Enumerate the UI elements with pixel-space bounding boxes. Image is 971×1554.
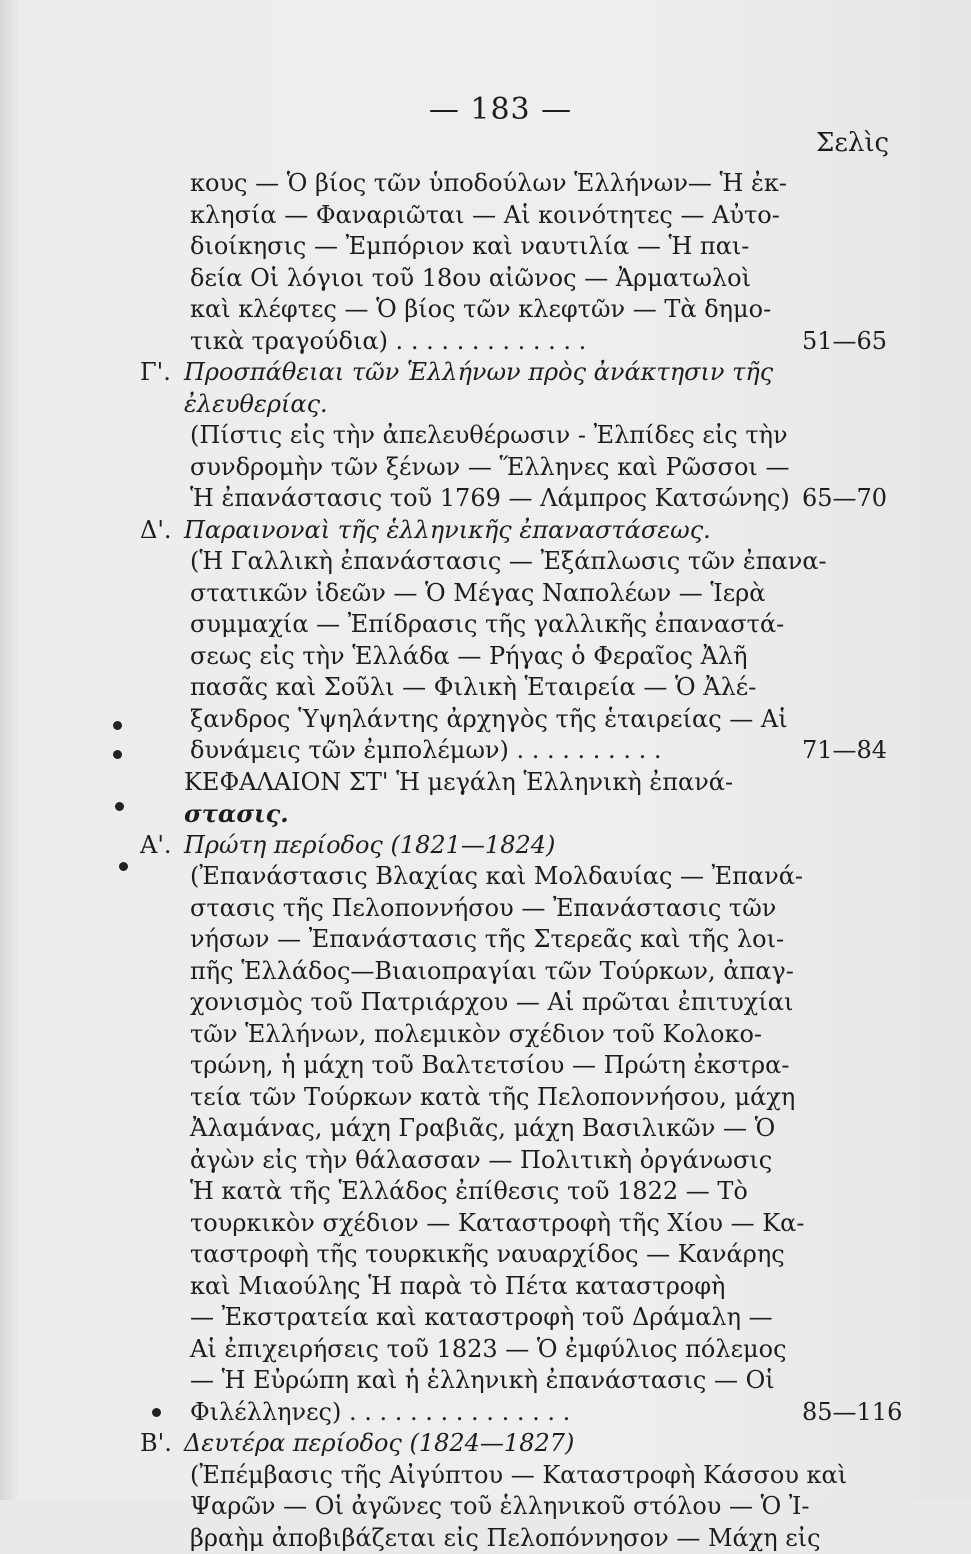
toc-text: σεως εἰς τὴν Ἑλλάδα — Ρήγας ὁ Φεραῖος Ἀλῆ: [190, 642, 747, 670]
toc-line: [140, 1239, 900, 1271]
toc-line: [140, 452, 900, 484]
toc-text: βραὴμ ἀποβιβάζεται εἰς Πελοπόννησον — Μάχη εἰς: [190, 1524, 821, 1552]
toc-line: [140, 294, 900, 326]
toc-line: [140, 1428, 900, 1460]
margin-mark: [113, 721, 122, 730]
toc-line: [140, 326, 900, 358]
toc-text: Αἱ ἐπιχειρήσεις τοῦ 1823 — Ὁ ἐμφύλιος πόλεμος: [190, 1335, 787, 1363]
toc-line: [140, 1523, 900, 1554]
toc-text: δεία Οἱ λόγιοι τοῦ 18ου αἰῶνος — Ἀρματωλοὶ: [190, 264, 751, 292]
toc-text: νήσων — Ἐπανάστασις τῆς Στερεᾶς καὶ τῆς λοι-: [190, 925, 784, 953]
toc-line: [140, 735, 900, 767]
toc-line: [140, 1397, 900, 1429]
toc-line: [140, 704, 900, 736]
toc-line: [140, 515, 900, 547]
margin-mark: [113, 750, 122, 759]
toc-line: [140, 168, 900, 200]
toc-text: ξανδρος Ὑψηλάντης ἀρχηγὸς τῆς ἑταιρείας — Αἱ: [190, 705, 788, 733]
toc-text: τικὰ τραγούδια) . . . . . . . . . . . . .: [190, 327, 586, 355]
toc-text: τρώνη, ἡ μάχη τοῦ Βαλτετσίου — Πρώτη ἐκστρα-: [190, 1051, 789, 1079]
page-range: 71—84: [802, 735, 887, 767]
page-range: 65—70: [802, 483, 887, 515]
toc-line: [140, 1460, 900, 1492]
toc-line: [140, 1491, 900, 1523]
toc-line: [140, 483, 900, 515]
section-label: Γ'.: [140, 357, 184, 389]
toc-line: [140, 200, 900, 232]
toc-text: (Πίστις εἰς τὴν ἀπελευθέρωσιν - Ἐλπίδες εἰς τὴν: [190, 421, 788, 449]
toc-line: [140, 830, 900, 862]
toc-text: (Ἐπανάστασις Βλαχίας καὶ Μολδαυίας — Ἐπανά-: [190, 862, 803, 890]
toc-line: [140, 924, 900, 956]
toc-text: κλησία — Φαναριῶται — Αἱ κοινότητες — Αὐτο-: [190, 201, 780, 229]
toc-text: στασις τῆς Πελοποννήσου — Ἐπανάστασις τῶν: [190, 894, 776, 922]
toc-text: τουρκικὸν σχέδιον — Καταστροφὴ τῆς Χίου — Κα-: [190, 1209, 804, 1237]
toc-text: ἐλευθερίας.: [184, 390, 328, 418]
toc-text: Ψαρῶν — Οἱ ἀγῶνες τοῦ ἑλληνικοῦ στόλου — Ὁ Ἰ-: [190, 1492, 810, 1520]
toc-text: στατικῶν ἰδεῶν — Ὁ Μέγας Ναπολέων — Ἱερὰ: [190, 579, 765, 607]
toc-text: χονισμὸς τοῦ Πατριάρχου — Αἱ πρῶται ἐπιτυχίαι: [190, 988, 793, 1016]
toc-line: [140, 1019, 900, 1051]
toc-text: στασις.: [184, 799, 289, 828]
toc-line: [140, 798, 900, 830]
toc-line: [140, 1271, 900, 1303]
toc-text: Φιλέλληνες) . . . . . . . . . . . . . . .: [190, 1398, 570, 1426]
toc-line: [140, 987, 900, 1019]
toc-text: Δευτέρα περίοδος (1824—1827): [184, 1429, 574, 1457]
toc-text: — Ἐκστρατεία καὶ καταστροφὴ τοῦ Δράμαλη —: [190, 1303, 773, 1331]
toc-text: ταστροφὴ τῆς τουρκικῆς ναυαρχίδος — Κανάρης: [190, 1240, 785, 1268]
toc-text: καὶ Μιαούλης Ἡ παρὰ τὸ Πέτα καταστροφὴ: [190, 1272, 725, 1300]
toc-text: κους — Ὁ βίος τῶν ὑποδούλων Ἑλλήνων— Ἡ ἐκ-: [190, 169, 787, 197]
section-label: Δ'.: [140, 515, 184, 547]
toc-text: Ἀλαμάνας, μάχη Γραβιᾶς, μάχη Βασιλικῶν — Ὁ: [190, 1114, 775, 1142]
page-range: 85—116: [802, 1397, 902, 1429]
toc-text: Παραινοναὶ τῆς ἑλληνικῆς ἐπαναστάσεως.: [184, 516, 711, 544]
toc-text: Ἡ ἐπανάστασις τοῦ 1769 — Λάμπρος Κατσώνης): [190, 484, 790, 512]
toc-line: [140, 641, 900, 673]
margin-mark: [115, 802, 124, 811]
toc-text: (Ἡ Γαλλικὴ ἐπανάστασις — Ἐξάπλωσις τῶν ἐπανα-: [190, 547, 827, 575]
toc-text: συνδρομὴν τῶν ξένων — Ἕλληνες καὶ Ρῶσσοι —: [190, 453, 789, 481]
toc-line: [140, 1082, 900, 1114]
toc-text: τῶν Ἑλλήνων, πολεμικὸν σχέδιον τοῦ Κολοκο-: [190, 1020, 762, 1048]
toc-line: [140, 546, 900, 578]
toc-text: Ἡ κατὰ τῆς Ἑλλάδος ἐπίθεσις τοῦ 1822 — Τὸ: [190, 1177, 748, 1205]
margin-mark: [152, 1408, 161, 1417]
toc-line: [140, 578, 900, 610]
toc-line: [140, 1113, 900, 1145]
toc-line: [140, 420, 900, 452]
toc-text: Πρώτη περίοδος (1821—1824): [184, 831, 555, 859]
toc-text: δυνάμεις τῶν ἐμπολέμων) . . . . . . . . . .: [190, 736, 661, 764]
toc-line: [140, 1176, 900, 1208]
toc-text: Προσπάθειαι τῶν Ἑλλήνων πρὸς ἀνάκτησιν τῆς: [184, 358, 773, 386]
toc-text: διοίκησις — Ἐμπόριον καὶ ναυτιλία — Ἡ παι-: [190, 232, 749, 260]
toc-text: (Ἐπέμβασις τῆς Αἰγύπτου — Καταστροφὴ Κάσσου καὶ: [190, 1461, 847, 1489]
toc-text: καὶ κλέφτες — Ὁ βίος τῶν κλεφτῶν — Τὰ δημο-: [190, 295, 771, 323]
toc-line: [140, 1145, 900, 1177]
toc-text: τεία τῶν Τούρκων κατὰ τῆς Πελοποννήσου, μάχη: [190, 1083, 795, 1111]
toc-text: — Ἡ Εὐρώπη καὶ ἡ ἑλληνικὴ ἐπανάστασις — Οἱ: [190, 1366, 775, 1394]
toc-text: ἀγὼν εἰς τὴν θάλασσαν — Πολιτικὴ ὀργάνωσις: [190, 1146, 772, 1174]
toc-line: [140, 263, 900, 295]
toc-line: [140, 1334, 900, 1366]
toc-line: [140, 231, 900, 263]
toc-text: πασᾶς καὶ Σοῦλι — Φιλικὴ Ἑταιρεία — Ὁ Ἀλέ-: [190, 673, 756, 701]
table-of-contents: [140, 168, 900, 1554]
toc-line: [140, 609, 900, 641]
section-label: Α'.: [140, 830, 184, 862]
section-label: Β'.: [140, 1428, 184, 1460]
pages-column-heading: Σελὶς: [816, 128, 889, 158]
chapter-heading: ΚΕΦΑΛΑΙΟΝ ΣΤ' Ἡ μεγάλη Ἑλληνικὴ ἐπανά-: [184, 768, 733, 796]
toc-line: [140, 861, 900, 893]
toc-line: [140, 767, 900, 799]
toc-line: [140, 893, 900, 925]
toc-line: [140, 956, 900, 988]
toc-text: συμμαχία — Ἐπίδρασις τῆς γαλλικῆς ἐπαναστά-: [190, 610, 784, 638]
toc-line: [140, 357, 900, 389]
toc-line: [140, 1302, 900, 1334]
toc-line: [140, 1365, 900, 1397]
toc-line: [140, 1208, 900, 1240]
page-number: — 183 —: [0, 92, 971, 127]
page-range: 51—65: [802, 326, 887, 358]
toc-line: [140, 389, 900, 421]
toc-line: [140, 672, 900, 704]
toc-line: [140, 1050, 900, 1082]
toc-text: πῆς Ἑλλάδος—Βιαιοπραγίαι τῶν Τούρκων, ἀπαγ-: [190, 957, 794, 985]
margin-mark: [119, 862, 128, 871]
